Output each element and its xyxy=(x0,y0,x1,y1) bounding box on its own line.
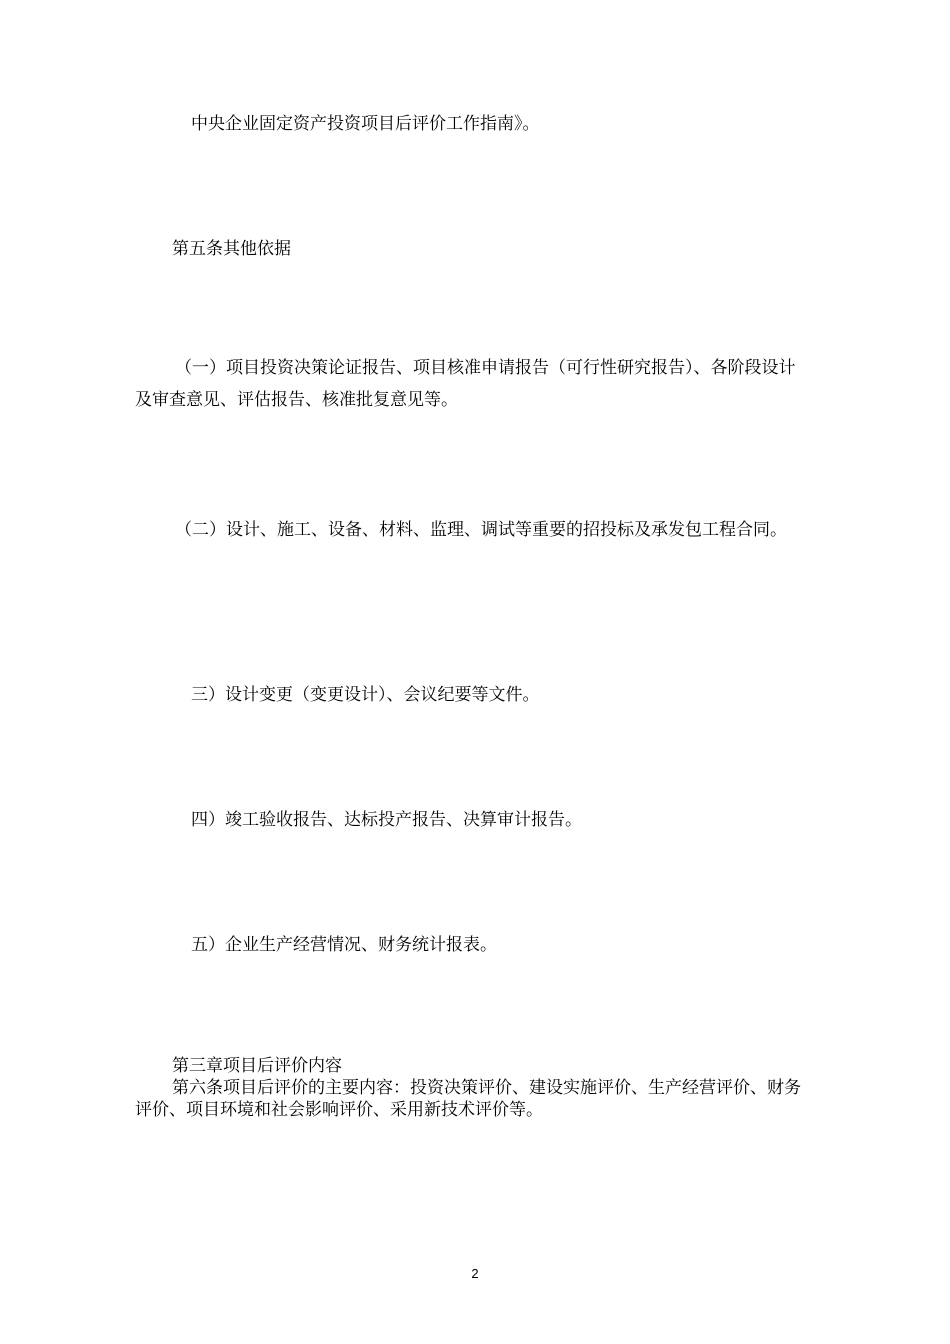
paragraph-item-5: 五）企业生产经营情况、财务统计报表。 xyxy=(191,935,497,955)
page-number: 2 xyxy=(471,1266,479,1281)
article-6-paragraph: 第六条项目后评价的主要内容：投资决策评价、建设实施评价、生产经营评价、财务评价、项目环境和社会影响评价、采用新技术评价等。 xyxy=(135,1078,801,1120)
paragraph-guideline-ref: 中央企业固定资产投资项目后评价工作指南》。 xyxy=(191,114,540,134)
paragraph-item-1: （一）项目投资决策论证报告、项目核准申请报告（可行性研究报告）、各阶段设计及审查意见、评估报告、核准批复意见等。 xyxy=(135,358,796,410)
paragraph-item-3: 三）设计变更（变更设计）、会议纪要等文件。 xyxy=(191,685,540,705)
article-5-heading: 第五条其他依据 xyxy=(172,239,291,259)
paragraph-item-4: 四）竣工验收报告、达标投产报告、决算审计报告。 xyxy=(191,810,582,830)
chapter-3-heading: 第三章项目后评价内容 xyxy=(172,1056,342,1076)
paragraph-item-2: （二）设计、施工、设备、材料、监理、调试等重要的招投标及承发包工程合同。 xyxy=(175,520,787,540)
